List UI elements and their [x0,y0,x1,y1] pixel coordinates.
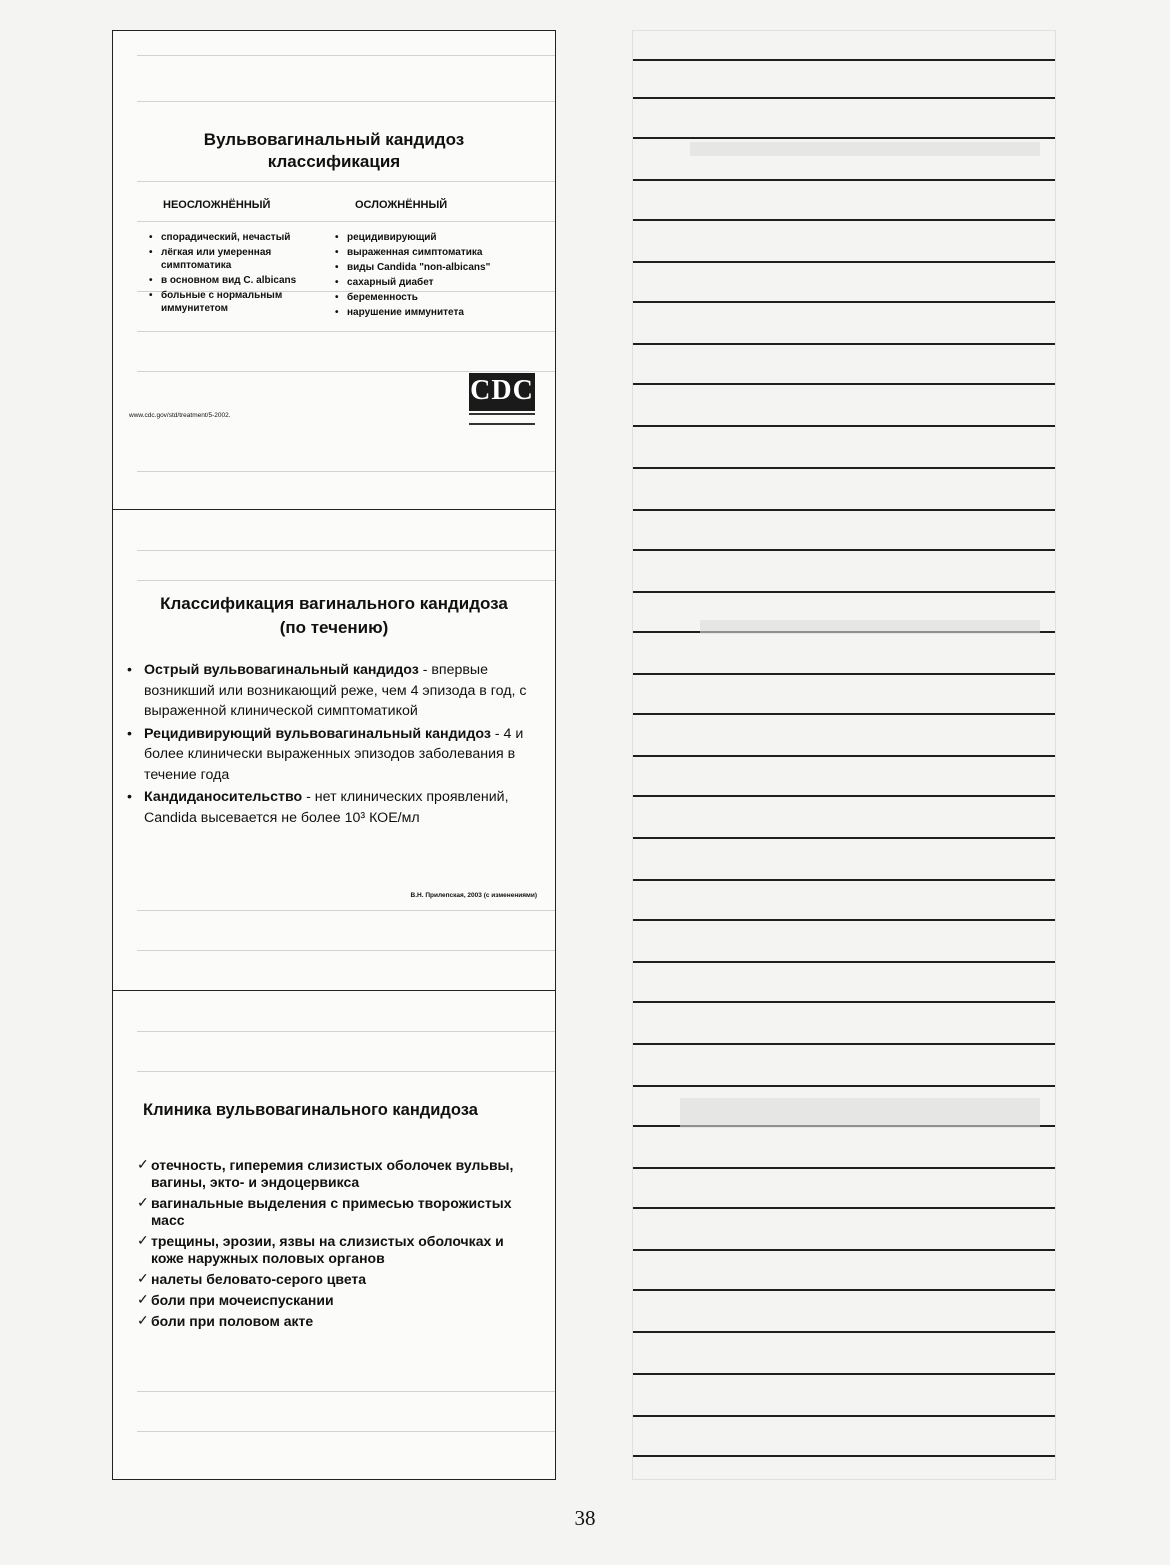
notes-area [632,30,1056,1480]
bleed-through-block [700,620,1040,634]
list-item: ✓ трещины, эрозии, язвы на слизистых оболочках и коже наружных половых органов [137,1233,525,1267]
cdc-logo: CDC [469,373,535,411]
term: Острый вульвовагинальный кандидоз [144,662,419,678]
slide-title-line2: классификация [267,152,401,171]
list-item: • выраженная симптоматика [333,246,533,259]
slides-column [112,30,556,1480]
definition: - впервые возникший или возникающий реже, чем 4 эпизода в год, с выраженной клинической симптоматикой [144,662,527,719]
slide-title: Клиника вульвовагинального кандидоза [143,1101,478,1119]
definition: - нет клинических проявлений, Candida высевается не более 10³ КОЕ/мл [144,789,509,826]
list-item: ✓ вагинальные выделения с примесью творожистых масс [137,1195,525,1229]
term: Рецидивирующий вульвовагинальный кандидоз [144,725,491,742]
list-item: • рецидивирующий [333,231,533,244]
slide-title-line1: Вульвовагинальный кандидоз [203,130,465,149]
list-item: ✓ налеты беловато-серого цвета [137,1271,525,1288]
complicated-list [333,231,533,321]
list-item: • нарушение иммунитета [333,306,533,319]
slide-title [113,592,555,640]
uncomplicated-header: НЕОСЛОЖНЁННЫЙ [163,199,271,211]
list-item: • виды Candida "non-albicans" [333,261,533,274]
uncomplicated-list [147,231,335,317]
bleed-through-block [680,1098,1040,1128]
slide-title-line1: Классификация вагинального кандидоза [160,594,508,613]
slide-clinical [113,991,555,1479]
complicated-header: ОСЛОЖНЁННЫЙ [355,199,448,211]
citation: В.Н. Прилепская, 2003 (с изменениями) [410,892,537,899]
term: Кандиданосительство [144,789,303,805]
list-item: • в основном вид C. albicans [147,274,335,287]
list-item: • сахарный диабет [333,276,533,289]
list-item [125,660,531,722]
course-list [125,660,531,830]
list-item: ✓ боли при половом акте [137,1313,525,1330]
list-item [125,724,531,786]
cdc-logo-underline [469,413,535,425]
list-item: • больные с нормальным иммунитетом [147,289,335,315]
definition: - 4 и более клинически выраженных эпизодов заболевания в течение года [144,725,524,783]
slide-course-classification [113,510,555,991]
slide-classification [113,31,555,510]
slide-title [113,129,555,173]
list-item: ✓ боли при мочеиспускании [137,1292,525,1309]
slide-title-line2: (по течению) [279,618,389,637]
page-number: 38 [574,1506,596,1530]
list-item [125,787,531,828]
list-item: • спорадический, нечастый [147,231,335,244]
list-item: • лёгкая или умеренная симптоматика [147,246,335,272]
symptoms-list [137,1157,525,1334]
source-url: www.cdc.gov/std/treatment/5-2002. [129,412,231,419]
bleed-through-block [690,142,1040,156]
list-item: ✓ отечность, гиперемия слизистых оболочек вульвы, вагины, экто- и эндоцервикса [137,1157,525,1191]
list-item: • беременность [333,291,533,304]
